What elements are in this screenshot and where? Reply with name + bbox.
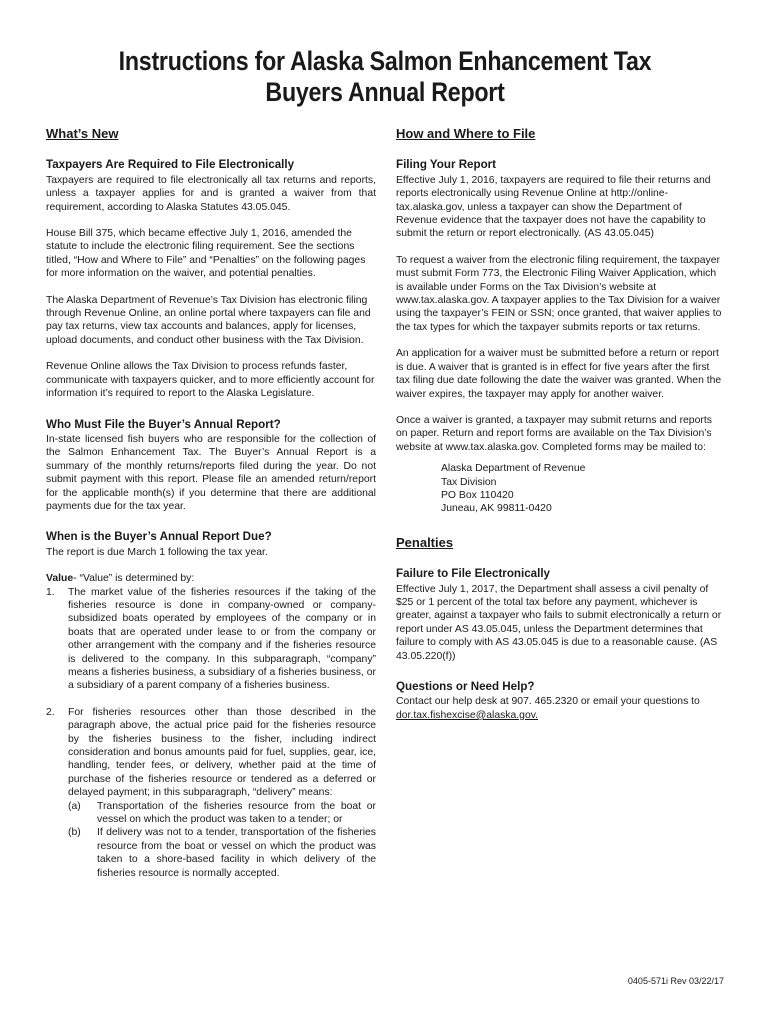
filing-report-paragraph-1: Effective July 1, 2016, taxpayers are required to file their returns and reports electronically using Revenue Online at http://online-tax.alaska.gov, unless a taxpayer can show the Department of Revenue evidence that the taxpayer does not have the capability to submit the return or report electronically. (AS 43.05.045)	[396, 174, 711, 240]
when-due-paragraph: The report is due March 1 following the tax year.	[46, 546, 268, 558]
address-line-3: PO Box 110420	[441, 489, 514, 501]
value-definition	[46, 572, 376, 585]
address-line-1: Alaska Department of Revenue	[441, 463, 586, 475]
help-email-link[interactable]: dor.tax.fishexcise@alaska.gov.	[396, 709, 539, 721]
value-list-item-2-text: For fisheries resources other than those described in the paragraph above, the actual price paid for the fisheries resource by the fisheries business to the fisher, including indirect consideration and bonus amounts paid for fuel, supplies, gear, ice, handling, tender fees, or delivery, whether paid at the time of purchase of the fisheries resource or tendered as a deferred or delayed payment; in this subparagraph, “delivery” means:	[68, 706, 376, 799]
value-sublist-item-b-text: If delivery was not to a tender, transportation of the fisheries resource from the boat or vessel on which the product was taken to a shore-based facility in which delivery of the fisheries resource is normally accepted.	[97, 827, 376, 879]
address-line-4: Juneau, AK 99811-0420	[441, 503, 552, 515]
questions-subheading: Questions or Need Help?	[396, 680, 535, 693]
title-line-2: Buyers Annual Report	[265, 77, 505, 107]
value-sublist-item-a-text: Transportation of the fisheries resource from the boat or vessel on which the product was taken to a tender; or	[97, 800, 376, 826]
address-line-2: Tax Division	[441, 476, 497, 488]
failure-to-file-paragraph: Effective July 1, 2017, the Department shall assess a civil penalty of $25 or 1 percent of the total tax before any payment, whichever is greater, against a taxpayer who fails to submit electronically a return or report under AS 43.05.045, unless the Department determines that failure to comply with AS 43.05.045 is due to a reasonable cause. (AS 43.05.220(f))	[396, 583, 722, 662]
filing-report-paragraph-3: An application for a waiver must be submitted before a return or report is due. A waiver that is granted is in effect for five years after the first tax filing due date following the date the waiver was granted. When the waiver expires, the taxpayer may apply for another waiver.	[396, 348, 722, 400]
value-list-item-2-number: 2.	[46, 706, 55, 718]
file-electronically-paragraph-1: Taxpayers are required to file electronically all tax returns and reports, unless a taxpayer applies for and is granted a waiver from that requirement, according to Alaska Statutes 43.05.045.	[46, 174, 376, 213]
filing-report-subheading: Filing Your Report	[396, 158, 497, 172]
value-list-item-1-number: 1.	[46, 586, 55, 598]
how-where-heading: How and Where to File	[396, 126, 536, 141]
who-must-file-paragraph: In-state licensed fish buyers who are responsible for the collection of the Salmon Enhancement Tax. The Buyer’s Annual Report is a summary of the monthly returns/reports filed during the year. Do not submit payment with this report. Please file an amended return/report for the applicable month(s) if you determine that there are additional payments due for the tax year.	[46, 433, 376, 512]
value-list-item-1	[46, 586, 376, 693]
when-due-subheading: When is the Buyer’s Annual Report Due?	[46, 530, 272, 544]
value-list-item-2	[46, 706, 376, 880]
page-title	[54, 46, 716, 108]
value-sublist-item-a	[68, 800, 376, 827]
failure-to-file-subheading: Failure to File Electronically	[396, 567, 550, 581]
file-electronically-subheading: Taxpayers Are Required to File Electronically	[46, 158, 295, 172]
questions-text: Contact our help desk at 907. 465.2320 or email your questions to	[396, 696, 700, 708]
file-electronically-paragraph-2: House Bill 375, which became effective July 1, 2016, amended the statute to include the electronic filing requirement. See the sections titled, “How and Where to File” and “Penalties” on the following pages for more information on the waiver, and potential penalties.	[46, 228, 366, 280]
who-must-file-subheading: Who Must File the Buyer’s Annual Report?	[46, 417, 281, 431]
title-line-1: Instructions for Alaska Salmon Enhancement Tax	[118, 46, 652, 76]
right-column	[396, 127, 724, 722]
value-sublist-item-a-letter: (a)	[68, 800, 81, 812]
value-list	[46, 586, 376, 881]
penalties-heading: Penalties	[396, 534, 454, 550]
filing-report-paragraph-4: Once a waiver is granted, a taxpayer may submit returns and reports on paper. Return and report forms are available on the Tax Division’s website at www.tax.alaska.gov. Completed forms may be mailed to:	[396, 414, 712, 453]
mailing-address	[396, 462, 724, 516]
questions-paragraph	[396, 695, 724, 722]
form-number: 0405-571i Rev 03/22/17	[627, 976, 724, 986]
file-electronically-paragraph-3: The Alaska Department of Revenue’s Tax Division has electronic filing through Revenue Online, an online portal where taxpayers can file and pay tax returns, view tax accounts and balances, apply for licenses, upload documents, and conduct other business with the Tax Division.	[46, 294, 371, 346]
value-sublist-item-b	[68, 826, 376, 880]
value-sublist-item-b-letter: (b)	[68, 827, 81, 839]
value-term: Value	[46, 573, 74, 585]
filing-report-paragraph-2: To request a waiver from the electronic filing requirement, the taxpayer must submit Form 773, the Electronic Filing Waiver Application, which is available under Forms on the Tax Division’s website at www.tax.alaska.gov. A taxpayer applies to the Tax Division for a waiver using the taxpayer’s FEIN or SSN; once granted, that waiver applies to the tax types for which the taxpayer submits reports or tax returns.	[396, 254, 722, 333]
whats-new-heading: What’s New	[46, 126, 119, 141]
left-column	[46, 127, 376, 880]
value-list-item-1-text: The market value of the fisheries resources if the taking of the fisheries resource is done in company-owned or company-subsidized boats operated by employees of the company or in boats that are operated under lease to or from the company or other arrangement with the company and if the fisheries resource is delivered to the company. In this subparagraph, “company” means a fisheries business, a subsidiary of a fisheries business, or a subsidiary of a parent company of a fisheries business.	[68, 586, 376, 692]
value-definition-text: - “Value” is determined by:	[73, 573, 195, 585]
file-electronically-paragraph-4: Revenue Online allows the Tax Division to process refunds faster, communicate with taxpayers quicker, and to more efficiently account for information it’s required to report to the Alaska Legislature.	[46, 361, 375, 400]
